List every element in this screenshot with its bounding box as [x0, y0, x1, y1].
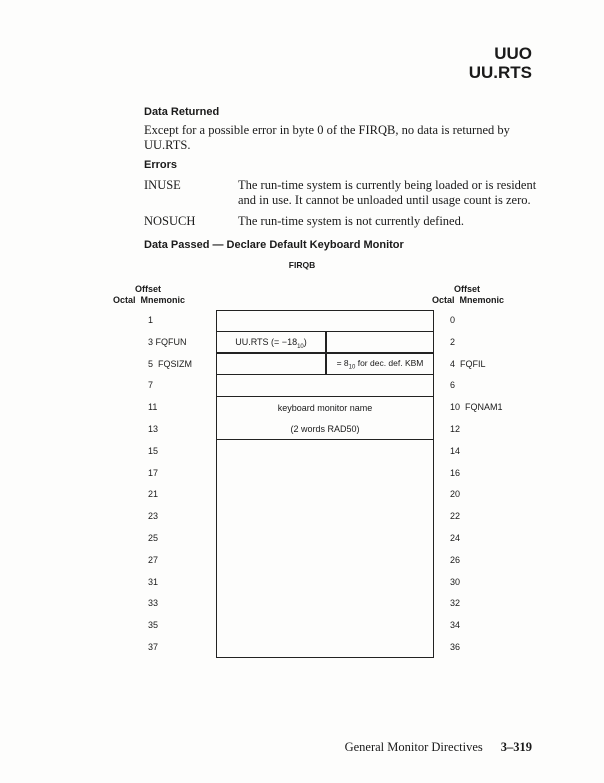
- text-line: UU.RTS.: [144, 138, 191, 152]
- right-offset-label: 26: [450, 554, 461, 565]
- left-offset-label: 37: [148, 642, 159, 652]
- right-offset-label: 6: [450, 380, 456, 391]
- remaining-words-box: [216, 439, 434, 658]
- left-offset-label: 33: [148, 598, 159, 609]
- left-offset-label: 31: [148, 576, 159, 587]
- left-offset-label: 27: [148, 554, 159, 565]
- right-offset-label: 14: [450, 445, 461, 456]
- error-entry: [144, 178, 554, 208]
- word-0-box: [216, 310, 434, 332]
- text-block: [144, 106, 554, 252]
- right-offset-label: 24: [450, 533, 461, 543]
- word-6-box: [216, 374, 434, 397]
- header-line2: UU.RTS: [468, 63, 532, 82]
- right-header: [432, 284, 532, 306]
- header: [469, 44, 532, 82]
- octal-mnemonic-label: Octal Mnemonic: [113, 295, 186, 305]
- fqfun-value: UU.RTS (= $-18_{10}$): [235, 337, 307, 350]
- left-offset-label: 17: [148, 467, 159, 478]
- text-line: and in use. It cannot be unloaded until usage count is zero.: [238, 193, 531, 207]
- left-offset-label: 21: [148, 489, 159, 500]
- left-offset-label: 15: [148, 445, 159, 456]
- right-offset-label: 0: [450, 315, 456, 325]
- error-code: INUSE: [144, 178, 181, 192]
- left-offset-label: 11: [148, 402, 158, 413]
- right-offset-label: 20: [450, 489, 461, 500]
- left-offset-label: 23: [148, 511, 159, 522]
- right-offset-label: 32: [450, 598, 461, 609]
- offset-label: Offset: [134, 284, 161, 294]
- error-description: [238, 178, 554, 208]
- diagram-title: FIRQB: [288, 260, 316, 270]
- data-returned-text: [144, 123, 554, 153]
- right-offset-label: 2: [450, 336, 456, 347]
- right-offset-label: 34: [450, 620, 461, 631]
- text-line: The run-time system is currently being loaded or is resident: [238, 178, 537, 192]
- keyboard-monitor-name: keyboard monitor name: [277, 403, 373, 413]
- left-header: [113, 284, 213, 306]
- footer: [345, 740, 532, 755]
- right-offset-label: 36: [450, 642, 461, 652]
- footer-section: General Monitor Directives: [344, 740, 483, 754]
- data-passed-heading: Data Passed — Declare Default Keyboard Monitor: [144, 239, 404, 251]
- error-code: NOSUCH: [144, 214, 196, 228]
- left-offset-label: 13: [148, 424, 159, 434]
- byte-2-box: [325, 331, 434, 354]
- left-offset-label: 7: [148, 380, 154, 391]
- errors-heading: Errors: [144, 159, 178, 171]
- right-offset-label: 4 FQFIL: [450, 358, 486, 369]
- left-offset-label: 5 FQSIZM: [148, 358, 193, 369]
- offset-label: Offset: [453, 284, 480, 294]
- right-offset-label: 22: [450, 511, 461, 522]
- error-entry: [144, 214, 554, 229]
- fqfil-value: = $8_{10}$ for dec. def. KBM: [336, 358, 424, 371]
- page-number: 3–319: [500, 740, 532, 754]
- right-offset-label: 16: [450, 467, 461, 478]
- left-offset-label: 35: [148, 620, 159, 631]
- right-offset-label: 30: [450, 576, 461, 587]
- right-offset-label: 10 FQNAM1: [450, 402, 503, 413]
- data-returned-heading: Data Returned: [144, 106, 220, 118]
- right-offset-label: 12: [450, 424, 461, 434]
- octal-mnemonic-label: Octal Mnemonic: [432, 295, 505, 305]
- fqsizm-byte-box: [216, 352, 327, 375]
- text-line: Except for a possible error in byte 0 of the FIRQB, no data is returned by: [144, 123, 510, 137]
- error-description: The run-time system is not currently defined.: [238, 214, 464, 228]
- left-offset-label: 25: [148, 533, 159, 543]
- header-line1: UUO: [494, 44, 532, 63]
- left-offset-label: 1: [148, 315, 154, 325]
- left-offset-label: 3 FQFUN: [148, 336, 187, 347]
- rad50-note: (2 words RAD50): [290, 424, 360, 434]
